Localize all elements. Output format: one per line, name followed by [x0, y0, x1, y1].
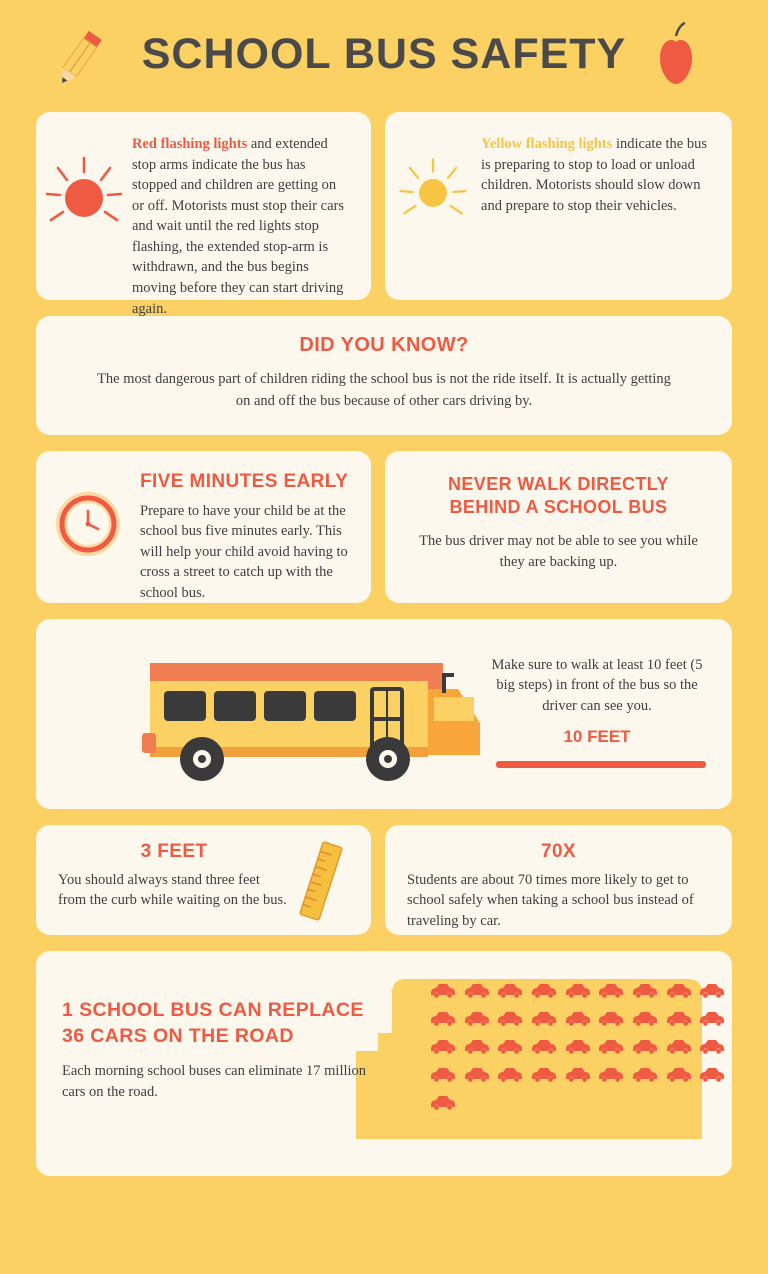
car-grid — [428, 981, 728, 1116]
car-icon — [664, 1009, 695, 1032]
pencil-icon — [44, 22, 114, 97]
car-icon — [697, 1037, 728, 1060]
car-icon — [529, 981, 560, 1004]
apple-icon — [638, 18, 714, 99]
replace-cars-text: Each morning school buses can eliminate 17 million cars on the road. — [62, 1063, 367, 1100]
ten-feet-label: 10 FEET — [563, 726, 631, 746]
red-lights-highlight: Red flashing lights — [132, 136, 248, 152]
yellow-sun-icon — [385, 112, 481, 232]
header — [36, 0, 732, 108]
never-walk-card — [385, 451, 732, 603]
car-icon — [462, 1009, 493, 1032]
red-lights-text — [132, 112, 371, 341]
five-minutes-card — [36, 451, 371, 603]
red-lights-card — [36, 112, 371, 317]
car-icon — [529, 1009, 560, 1032]
car-icon — [664, 981, 695, 1004]
did-you-know-text: The most dangerous part of children riding the school bus is not the ride itself. It is actually getting on and off the bus because of other cars driving by. — [97, 371, 671, 409]
car-icon — [462, 1065, 493, 1088]
three-feet-text-block — [58, 841, 290, 911]
seventy-x-card — [385, 825, 732, 935]
never-walk-title: NEVER WALK DIRECTLY BEHIND A SCHOOL BUS — [447, 473, 669, 517]
car-icon — [428, 1037, 459, 1060]
car-icon — [596, 1009, 627, 1032]
car-icon — [428, 1065, 459, 1088]
car-icon — [428, 1009, 459, 1032]
replace-cars-card — [36, 951, 732, 1176]
five-minutes-text-block — [140, 451, 371, 604]
car-icon — [697, 981, 728, 1004]
tips-row — [36, 451, 732, 603]
red-sun-icon — [36, 112, 132, 238]
yellow-lights-card — [385, 112, 732, 300]
car-icon — [664, 1037, 695, 1060]
car-icon — [664, 1065, 695, 1088]
car-icon — [697, 1009, 728, 1032]
ruler-icon — [293, 839, 349, 928]
car-icon — [697, 1065, 728, 1088]
three-feet-card — [36, 825, 371, 935]
never-walk-text: The bus driver may not be able to see you while they are backing up. — [419, 533, 698, 570]
replace-cars-title: 1 SCHOOL BUS CAN REPLACE 36 CARS ON THE ROAD — [62, 998, 364, 1047]
car-icon — [563, 1009, 594, 1032]
five-minutes-title: FIVE MINUTES EARLY — [140, 470, 349, 492]
did-you-know-title: DID YOU KNOW? — [299, 334, 469, 356]
car-icon — [596, 981, 627, 1004]
car-icon — [596, 1037, 627, 1060]
car-icon — [563, 981, 594, 1004]
car-icon — [495, 1037, 526, 1060]
yellow-lights-body: indicate the bus is preparing to stop to load or unload children. Motorists should slow down and prepare to stop their vehicles. — [481, 136, 707, 214]
car-icon — [563, 1037, 594, 1060]
car-icon — [495, 1065, 526, 1088]
car-icon — [630, 1037, 661, 1060]
car-icon — [563, 1065, 594, 1088]
car-icon — [428, 981, 459, 1004]
three-feet-text: You should always stand three feet from the curb while waiting on the bus. — [58, 871, 287, 909]
three-feet-title: 3 FEET — [140, 840, 208, 862]
car-icon — [495, 1009, 526, 1032]
car-icon — [462, 1037, 493, 1060]
yellow-lights-text — [481, 112, 732, 238]
school-bus-icon — [98, 637, 488, 802]
red-lights-body: and extended stop arms indicate the bus has stopped and children are getting on or off. Motorists must stop their cars and wait until the red lights stop flashing, the extended stop-arm is withdrawn, and the bus begins moving before they can start driving again. — [132, 136, 344, 317]
seventy-x-title: 70X — [541, 840, 577, 862]
car-icon — [529, 1065, 560, 1088]
seventy-x-text: Students are about 70 times more likely to get to school safely when taking a school bus instead of traveling by car. — [407, 871, 694, 929]
yellow-lights-highlight: Yellow flashing lights — [481, 136, 613, 152]
ten-feet-text: Make sure to walk at least 10 feet (5 big steps) in front of the bus so the driver can see you. — [491, 656, 703, 714]
car-icon — [529, 1037, 560, 1060]
facts-row — [36, 825, 732, 935]
ten-feet-card — [36, 619, 732, 809]
five-minutes-text: Prepare to have your child be at the school bus five minutes early. This will help your child avoid having to cross a street to catch up with the school bus. — [140, 502, 348, 601]
page-title: SCHOOL BUS SAFETY — [141, 29, 627, 78]
car-icon — [462, 981, 493, 1004]
car-icon — [495, 981, 526, 1004]
car-icon — [630, 1009, 661, 1032]
car-icon — [596, 1065, 627, 1088]
lights-row — [36, 112, 732, 317]
car-icon — [428, 1093, 459, 1116]
car-icon — [630, 1065, 661, 1088]
clock-icon — [36, 451, 140, 563]
replace-cars-copy — [62, 997, 392, 1103]
distance-bar — [496, 761, 706, 768]
car-icon — [630, 981, 661, 1004]
